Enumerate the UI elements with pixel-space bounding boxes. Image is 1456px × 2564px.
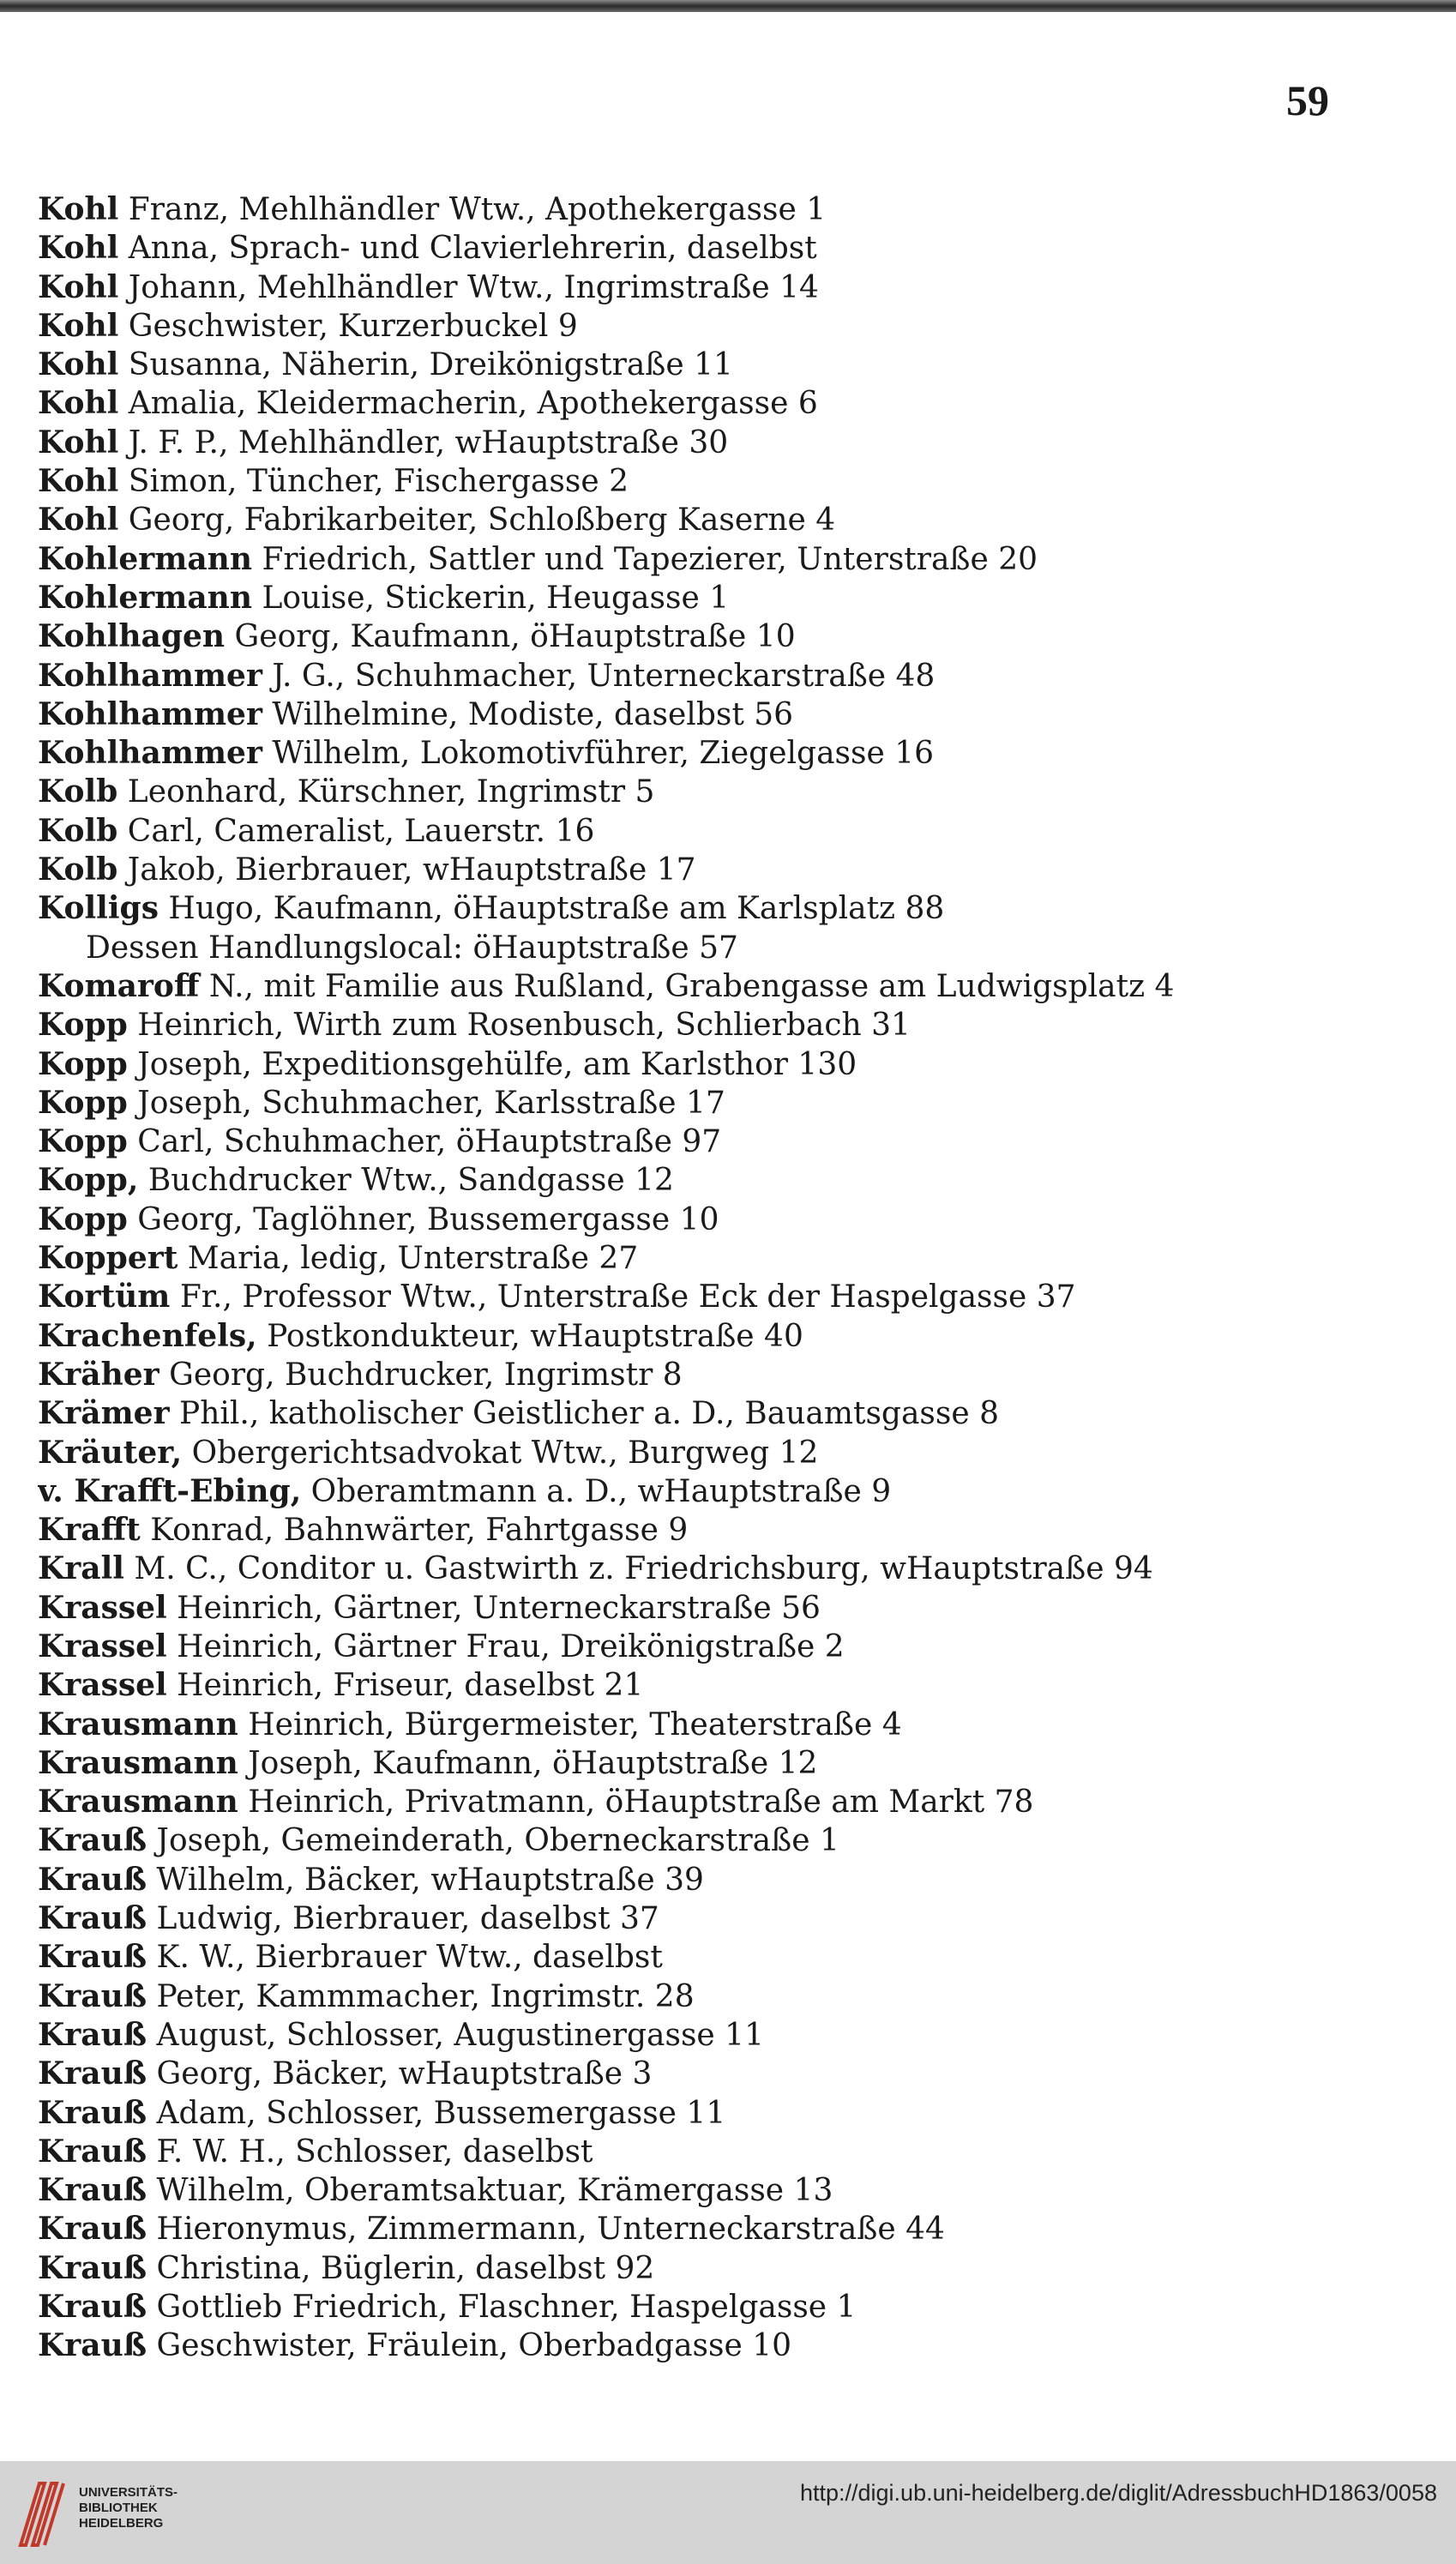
entry-details: Heinrich, Wirth zum Rosenbusch, Schlierbach 31 xyxy=(127,1008,911,1044)
directory-entry xyxy=(38,2326,1375,2365)
directory-entry xyxy=(38,1744,1375,1783)
directory-entry xyxy=(38,579,1375,617)
directory-entry xyxy=(38,501,1375,539)
entry-surname: Krämer xyxy=(38,1395,170,1432)
entry-details: Georg, Bäcker, wHauptstraße 3 xyxy=(147,2056,653,2092)
entry-details: Georg, Taglöhner, Bussemergasse 10 xyxy=(127,1201,719,1237)
directory-entry xyxy=(38,734,1375,773)
entry-surname: Kohl xyxy=(38,307,119,344)
directory-entry xyxy=(38,773,1375,811)
directory-entry xyxy=(38,1006,1375,1044)
entry-details: Geschwister, Kurzerbuckel 9 xyxy=(118,308,578,344)
entry-details: Georg, Fabrikarbeiter, Schloßberg Kaserne 4 xyxy=(118,503,836,539)
entry-surname: Krafft xyxy=(38,1512,141,1549)
entry-details: Leonhard, Kürschner, Ingrimstr 5 xyxy=(117,774,655,810)
directory-entry xyxy=(38,424,1375,462)
directory-entry xyxy=(38,617,1375,656)
entry-details: Wilhelm, Bäcker, wHauptstraße 39 xyxy=(147,1862,704,1898)
entry-surname: Kohl xyxy=(38,463,119,500)
directory-entry xyxy=(38,1084,1375,1123)
entry-details: Wilhelm, Lokomotivführer, Ziegelgasse 16 xyxy=(262,736,935,772)
entry-surname: Kohl xyxy=(38,385,119,422)
page-number: 59 xyxy=(1286,76,1329,124)
directory-entry xyxy=(38,190,1375,229)
library-name-line: UNIVERSITÄTS- xyxy=(79,2485,178,2500)
entry-surname: Krauß xyxy=(38,1861,147,1898)
directory-entry xyxy=(38,929,1375,967)
entry-details: Joseph, Kaufmann, öHauptstraße 12 xyxy=(238,1745,818,1781)
directory-entry xyxy=(38,1239,1375,1278)
library-name[interactable] xyxy=(79,2485,177,2531)
entry-details: Joseph, Expeditionsgehülfe, am Karlsthor 130 xyxy=(127,1046,857,1082)
entry-details: Phil., katholischer Geistlicher a. D., Bauamtsgasse 8 xyxy=(169,1396,1000,1432)
entry-surname: Kohlermann xyxy=(38,540,252,577)
entry-details: Peter, Kammmacher, Ingrimstr. 28 xyxy=(147,1978,695,2014)
entry-details: Anna, Sprach- und Clavierlehrerin, daselbst xyxy=(118,231,817,267)
entry-surname: Krausmann xyxy=(38,1744,238,1781)
entry-details: K. W., Bierbrauer Wtw., daselbst xyxy=(147,1940,663,1976)
entry-surname: Kolb xyxy=(38,812,118,849)
entry-surname: Kohlhammer xyxy=(38,657,262,694)
entry-surname: Kohl xyxy=(38,268,119,305)
entry-surname: Kolb xyxy=(38,852,118,888)
footer-bar xyxy=(0,2461,1456,2564)
entry-surname: Kolligs xyxy=(38,890,159,927)
directory-entry xyxy=(38,2249,1375,2288)
entry-surname: Kopp xyxy=(38,1123,128,1160)
directory-entry xyxy=(38,1706,1375,1744)
directory-entry xyxy=(38,1123,1375,1161)
entry-details: Wilhelm, Oberamtsaktuar, Krämergasse 13 xyxy=(147,2173,833,2209)
directory-entry xyxy=(38,1938,1375,1977)
directory-entry xyxy=(38,384,1375,423)
entry-details: Georg, Buchdrucker, Ingrimstr 8 xyxy=(159,1357,683,1393)
directory-entry xyxy=(38,695,1375,734)
directory-entry xyxy=(38,1783,1375,1821)
entry-surname: Kräher xyxy=(38,1356,159,1393)
directory-entry xyxy=(38,307,1375,346)
entry-surname: Krauß xyxy=(38,2211,147,2248)
directory-entries xyxy=(38,190,1375,2366)
entry-details: Amalia, Kleidermacherin, Apothekergasse 6 xyxy=(118,386,818,422)
entry-surname: Kolb xyxy=(38,773,118,810)
entry-details: Simon, Tüncher, Fischergasse 2 xyxy=(118,464,629,500)
directory-entry xyxy=(38,1589,1375,1628)
directory-entry xyxy=(38,1356,1375,1394)
entry-surname: Kohl xyxy=(38,230,119,267)
entry-surname: Kohlermann xyxy=(38,579,252,616)
entry-surname: Kopp, xyxy=(38,1162,139,1199)
entry-details: Buchdrucker Wtw., Sandgasse 12 xyxy=(138,1163,674,1199)
entry-details: Joseph, Schuhmacher, Karlsstraße 17 xyxy=(127,1085,725,1121)
entry-surname: Kräuter, xyxy=(38,1434,183,1471)
entry-details: Postkondukteur, wHauptstraße 40 xyxy=(256,1318,803,1354)
entry-surname: Krassel xyxy=(38,1589,167,1626)
directory-entry xyxy=(38,1278,1375,1316)
entry-details: Gottlieb Friedrich, Flaschner, Haspelgasse 1 xyxy=(147,2290,857,2326)
entry-surname: Krassel xyxy=(38,1667,167,1704)
entry-surname: Kohlhammer xyxy=(38,735,262,772)
entry-details: Hugo, Kaufmann, öHauptstraße am Karlsplatz 88 xyxy=(158,891,945,927)
directory-entry xyxy=(38,229,1375,268)
entry-surname: Krauß xyxy=(38,2094,147,2131)
entry-surname: Kopp xyxy=(38,1007,128,1044)
entry-details: Adam, Schlosser, Bussemergasse 11 xyxy=(147,2095,726,2131)
directory-entry xyxy=(38,1434,1375,1472)
entry-surname: Krauß xyxy=(38,2016,147,2053)
directory-entry xyxy=(38,967,1375,1006)
directory-entry xyxy=(38,657,1375,695)
entry-surname: Krauß xyxy=(38,1900,147,1937)
entry-details: Susanna, Näherin, Dreikönigstraße 11 xyxy=(118,347,733,383)
entry-surname: Krauß xyxy=(38,1822,147,1859)
entry-details: J. G., Schuhmacher, Unterneckarstraße 48 xyxy=(262,658,936,694)
entry-surname: Kohlhagen xyxy=(38,618,226,655)
entry-surname: Krauß xyxy=(38,1939,147,1976)
entry-details: Carl, Cameralist, Lauerstr. 16 xyxy=(117,813,595,849)
entry-details: N., mit Familie aus Rußland, Grabengasse am Ludwigsplatz 4 xyxy=(199,968,1175,1004)
directory-entry xyxy=(38,1899,1375,1938)
directory-entry xyxy=(38,1161,1375,1200)
entry-details: J. F. P., Mehlhändler, wHauptstraße 30 xyxy=(118,424,729,460)
entry-details: Obergerichtsadvokat Wtw., Burgweg 12 xyxy=(182,1435,819,1471)
directory-entry xyxy=(38,1550,1375,1588)
entry-surname: Kohl xyxy=(38,191,119,227)
directory-entry xyxy=(38,889,1375,928)
entry-surname: Krauß xyxy=(38,2289,147,2326)
entry-surname: Krauß xyxy=(38,2327,147,2364)
directory-entry xyxy=(38,540,1375,579)
entry-details: Franz, Mehlhändler Wtw., Apothekergasse 1 xyxy=(118,192,827,227)
directory-entry xyxy=(38,2133,1375,2171)
entry-details: Heinrich, Friseur, daselbst 21 xyxy=(166,1668,644,1704)
entry-surname: Kopp xyxy=(38,1084,128,1121)
entry-details: Heinrich, Privatmann, öHauptstraße am Markt 78 xyxy=(238,1785,1034,1821)
library-name-line: HEIDELBERG xyxy=(79,2516,164,2531)
source-url-link[interactable]: http://digi.ub.uni-heidelberg.de/diglit/AdressbuchHD1863/0058 xyxy=(799,2480,1437,2506)
entry-surname: Krauß xyxy=(38,2249,147,2286)
university-library-logo-icon[interactable] xyxy=(15,2477,69,2550)
entry-surname: Kopp xyxy=(38,1201,128,1237)
directory-entry xyxy=(38,1472,1375,1511)
directory-entry xyxy=(38,346,1375,384)
entry-details: Heinrich, Bürgermeister, Theaterstraße 4 xyxy=(238,1706,902,1742)
directory-entry xyxy=(38,1821,1375,1860)
entry-details: Dessen Handlungslocal: öHauptstraße 57 xyxy=(86,930,738,966)
entry-surname: Krauß xyxy=(38,2172,147,2209)
directory-entry xyxy=(38,268,1375,307)
entry-surname: Krachenfels, xyxy=(38,1317,257,1354)
entry-surname: v. Krafft-Ebing, xyxy=(38,1472,302,1509)
entry-details: Maria, ledig, Unterstraße 27 xyxy=(177,1241,639,1277)
directory-entry xyxy=(38,2055,1375,2093)
entry-details: M. C., Conditor u. Gastwirth z. Friedrichsburg, wHauptstraße 94 xyxy=(123,1551,1153,1587)
directory-entry xyxy=(38,2210,1375,2248)
library-name-line: BIBLIOTHEK xyxy=(79,2501,158,2515)
directory-entry xyxy=(38,2288,1375,2326)
directory-entry xyxy=(38,1666,1375,1705)
entry-details: Fr., Professor Wtw., Unterstraße Eck der Haspelgasse 37 xyxy=(170,1279,1076,1315)
directory-entry xyxy=(38,1861,1375,1899)
directory-entry xyxy=(38,1201,1375,1239)
entry-details: Louise, Stickerin, Heugasse 1 xyxy=(252,580,730,616)
entry-details: Geschwister, Fräulein, Oberbadgasse 10 xyxy=(147,2328,792,2364)
entry-surname: Krauß xyxy=(38,1977,147,2014)
entry-surname: Krauß xyxy=(38,2055,147,2092)
entry-details: Ludwig, Bierbrauer, daselbst 37 xyxy=(147,1901,659,1937)
entry-surname: Krassel xyxy=(38,1628,167,1664)
directory-entry xyxy=(38,812,1375,851)
entry-details: Georg, Kaufmann, öHauptstraße 10 xyxy=(225,619,796,655)
entry-surname: Kortüm xyxy=(38,1279,171,1315)
entry-surname: Koppert xyxy=(38,1240,178,1277)
directory-entry xyxy=(38,2094,1375,2133)
entry-details: Joseph, Gemeinderath, Oberneckarstraße 1 xyxy=(147,1823,839,1859)
entry-details: Heinrich, Gärtner, Unterneckarstraße 56 xyxy=(166,1590,821,1626)
directory-entry xyxy=(38,1628,1375,1666)
entry-details: Heinrich, Gärtner Frau, Dreikönigstraße 2 xyxy=(166,1628,845,1664)
entry-details: Johann, Mehlhändler Wtw., Ingrimstraße 14 xyxy=(118,269,819,305)
entry-surname: Krall xyxy=(38,1550,124,1587)
entry-details: Oberamtmann a. D., wHauptstraße 9 xyxy=(301,1473,892,1509)
entry-details: Friedrich, Sattler und Tapezierer, Unterstraße 20 xyxy=(252,541,1038,577)
entry-details: F. W. H., Schlosser, daselbst xyxy=(147,2134,593,2170)
scan-top-edge xyxy=(0,0,1456,12)
entry-details: Jakob, Bierbrauer, wHauptstraße 17 xyxy=(117,852,696,888)
entry-surname: Komaroff xyxy=(38,967,200,1004)
entry-surname: Kopp xyxy=(38,1045,128,1082)
entry-surname: Kohl xyxy=(38,424,119,460)
directory-entry xyxy=(38,1045,1375,1084)
directory-entry xyxy=(38,1511,1375,1550)
directory-entry xyxy=(38,1394,1375,1433)
directory-entry xyxy=(38,1317,1375,1356)
entry-details: Wilhelmine, Modiste, daselbst 56 xyxy=(262,696,794,732)
entry-surname: Kohl xyxy=(38,502,119,539)
entry-details: Hieronymus, Zimmermann, Unterneckarstraße 44 xyxy=(147,2212,945,2248)
entry-details: Christina, Büglerin, daselbst 92 xyxy=(147,2250,655,2286)
directory-entry xyxy=(38,2016,1375,2055)
directory-entry xyxy=(38,2171,1375,2210)
directory-entry xyxy=(38,462,1375,501)
entry-surname: Krausmann xyxy=(38,1784,238,1821)
directory-entry xyxy=(38,851,1375,889)
entry-details: Konrad, Bahnwärter, Fahrtgasse 9 xyxy=(140,1513,689,1549)
entry-surname: Krausmann xyxy=(38,1706,238,1742)
entry-surname: Krauß xyxy=(38,2133,147,2170)
entry-surname: Kohlhammer xyxy=(38,695,262,732)
directory-entry xyxy=(38,1977,1375,2016)
entry-surname: Kohl xyxy=(38,346,119,383)
entry-details: August, Schlosser, Augustinergasse 11 xyxy=(147,2017,764,2053)
entry-details: Carl, Schuhmacher, öHauptstraße 97 xyxy=(127,1124,722,1160)
